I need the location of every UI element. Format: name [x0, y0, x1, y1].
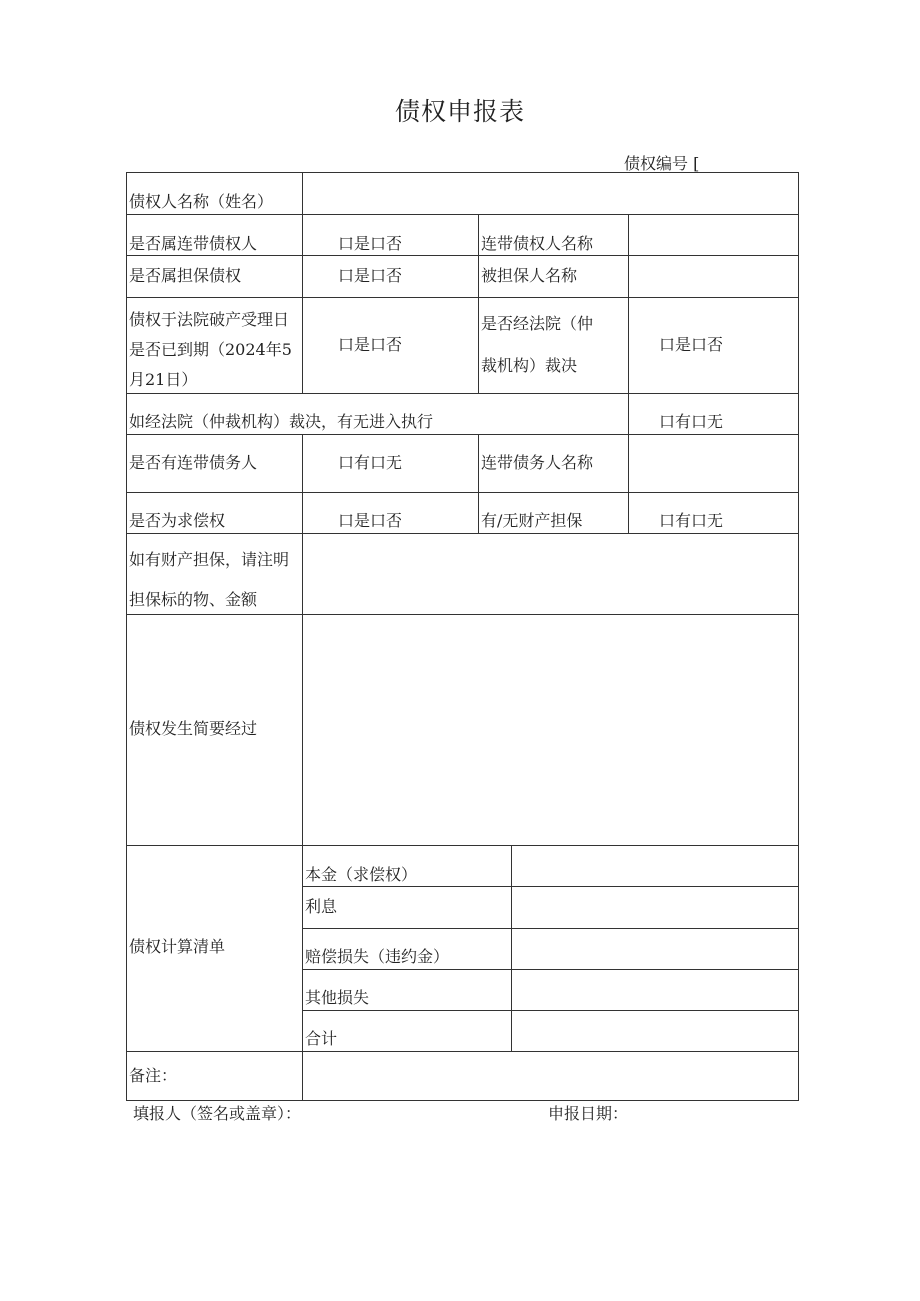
collateral-label-line2: 担保标的物、金额	[129, 590, 258, 609]
enforcement-options[interactable]: 口有口无	[659, 412, 724, 431]
claim-history-label: 债权发生简要经过	[129, 719, 258, 738]
principal-label: 本金（求偿权）	[305, 865, 418, 884]
total-input[interactable]	[511, 1010, 799, 1052]
collateral-label-line1: 如有财产担保，请注明	[129, 550, 290, 569]
due-question-line1: 债权于法院破产受理日	[129, 310, 290, 329]
guaranteed-person-input[interactable]	[628, 255, 799, 298]
joint-debtor-options[interactable]: 口有口无	[338, 453, 403, 472]
remarks-label: 备注：	[129, 1066, 178, 1085]
guaranteed-person-label: 被担保人名称	[481, 266, 578, 285]
joint-debtor-name-label: 连带债务人名称	[481, 453, 594, 472]
recourse-options[interactable]: 口是口否	[338, 511, 403, 530]
due-options[interactable]: 口是口否	[338, 335, 403, 354]
adjudicated-question-line2: 裁机构）裁决	[481, 356, 578, 375]
collateral-input[interactable]	[302, 533, 799, 615]
damages-input[interactable]	[511, 928, 799, 970]
other-losses-input[interactable]	[511, 969, 799, 1011]
enforcement-question: 如经法院（仲裁机构）裁决，有无进入执行	[129, 412, 434, 431]
recourse-question: 是否为求偿权	[129, 511, 226, 530]
interest-input[interactable]	[511, 886, 799, 929]
property-guarantee-options[interactable]: 口有口无	[659, 511, 724, 530]
due-question-line3: 月21日）	[129, 370, 198, 389]
joint-debtor-question: 是否有连带债务人	[129, 453, 258, 472]
guarantee-claim-question: 是否属担保债权	[129, 266, 242, 285]
page-title: 债权申报表	[394, 97, 525, 126]
joint-creditor-name-label: 连带债权人名称	[481, 234, 594, 253]
adjudicated-question-line1: 是否经法院（仲	[481, 314, 594, 333]
joint-debtor-name-input[interactable]	[628, 434, 799, 493]
total-label: 合计	[305, 1029, 338, 1048]
other-losses-label: 其他损失	[305, 988, 370, 1007]
joint-creditor-question: 是否属连带债权人	[129, 234, 258, 253]
principal-input[interactable]	[511, 845, 799, 887]
interest-label: 利息	[305, 897, 338, 916]
calc-list-label: 债权计算清单	[129, 937, 226, 956]
damages-label: 赔偿损失（违约金）	[305, 947, 450, 966]
creditor-name-input[interactable]	[302, 172, 799, 215]
joint-creditor-name-input[interactable]	[628, 214, 799, 256]
adjudicated-options[interactable]: 口是口否	[659, 335, 724, 354]
joint-creditor-options[interactable]: 口是口否	[338, 234, 403, 253]
claim-history-input[interactable]	[302, 614, 799, 846]
creditor-name-label: 债权人名称（姓名）	[129, 192, 274, 211]
due-question-line2: 是否已到期（2024年5	[129, 340, 292, 359]
property-guarantee-label: 有/无财产担保	[481, 511, 583, 530]
filler-signature-label: 填报人（签名或盖章）：	[133, 1104, 302, 1123]
remarks-input[interactable]	[302, 1051, 799, 1101]
report-date-label: 申报日期：	[548, 1104, 629, 1123]
guarantee-claim-options[interactable]: 口是口否	[338, 266, 403, 285]
claim-number-label: 债权编号 [	[624, 154, 700, 173]
